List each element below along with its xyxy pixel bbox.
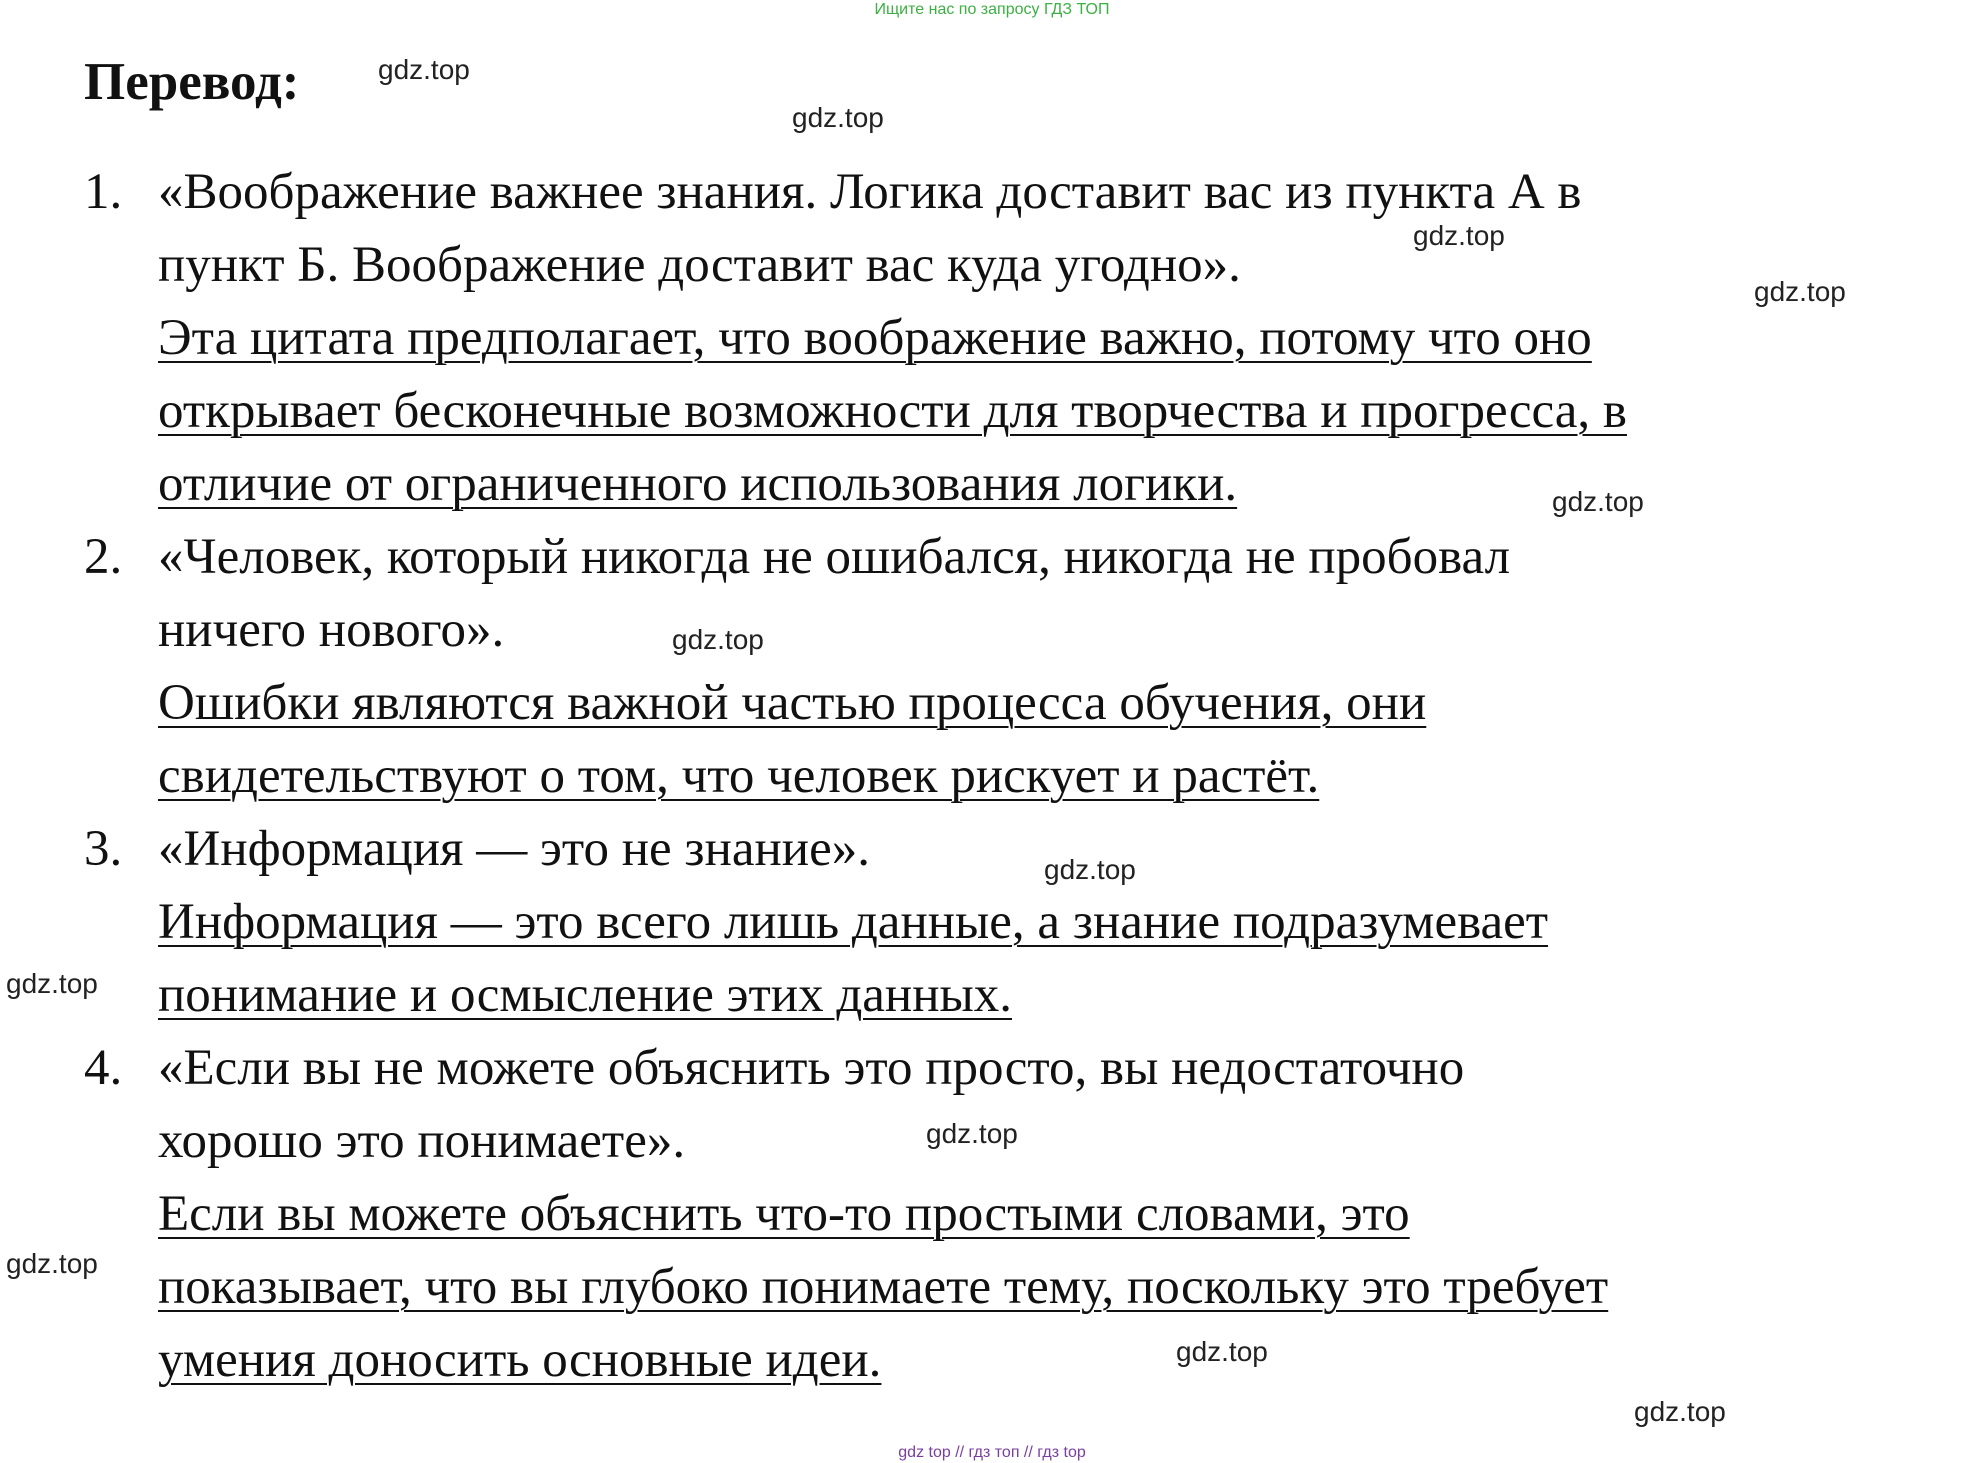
- comment-line: Ошибки являются важной частью процесса обучения, они: [158, 675, 1427, 731]
- watermark: gdz.top: [6, 1248, 98, 1279]
- item-text: [158, 813, 1958, 1032]
- item-number: 2.: [84, 529, 123, 585]
- quote-line: «Если вы не можете объяснить это просто, вы недостаточно: [158, 1040, 1465, 1096]
- item-number: 3.: [84, 821, 123, 877]
- watermark: gdz.top: [792, 102, 884, 133]
- watermark: gdz.top: [1176, 1336, 1268, 1367]
- watermark: gdz.top: [1754, 276, 1846, 307]
- page-title: Перевод:: [84, 53, 300, 111]
- comment-line: показывает, что вы глубоко понимаете тему, поскольку это требует: [158, 1259, 1609, 1315]
- comment-line: умения доносить основные идеи.: [158, 1332, 882, 1388]
- watermark: gdz.top: [672, 624, 764, 655]
- comment-line: открывает бесконечные возможности для творчества и прогресса, в: [158, 383, 1627, 439]
- quote-line: «Информация — это не знание».: [158, 821, 870, 877]
- watermark: gdz.top: [1413, 220, 1505, 251]
- quote-line: «Воображение важнее знания. Логика доставит вас из пункта А в: [158, 164, 1582, 220]
- watermark: gdz.top: [1552, 486, 1644, 517]
- comment-line: Информация — это всего лишь данные, а знание подразумевает: [158, 894, 1549, 950]
- item-text: [158, 156, 1958, 521]
- quote-line: пункт Б. Воображение доставит вас куда угодно».: [158, 237, 1241, 293]
- item-text: [158, 521, 1958, 813]
- watermark: gdz.top: [6, 968, 98, 999]
- bottom-banner: gdz top // гдз топ // гдз top: [898, 1444, 1086, 1461]
- item-text: [158, 1032, 1958, 1397]
- watermark: gdz.top: [1044, 854, 1136, 885]
- comment-line: Эта цитата предполагает, что воображение важно, потому что оно: [158, 310, 1592, 366]
- comment-line: свидетельствуют о том, что человек рискует и растёт.: [158, 748, 1320, 804]
- watermark: gdz.top: [378, 54, 470, 85]
- item-number: 4.: [84, 1040, 123, 1096]
- watermark: gdz.top: [1634, 1396, 1726, 1427]
- comment-line: Если вы можете объяснить что-то простыми словами, это: [158, 1186, 1410, 1242]
- quote-line: «Человек, который никогда не ошибался, никогда не пробовал: [158, 529, 1511, 585]
- comment-line: понимание и осмысление этих данных.: [158, 967, 1013, 1023]
- comment-line: отличие от ограниченного использования логики.: [158, 456, 1238, 512]
- quote-line: хорошо это понимаете».: [158, 1113, 686, 1169]
- watermark: gdz.top: [926, 1118, 1018, 1149]
- quote-line: ничего нового».: [158, 602, 505, 658]
- top-banner: Ищите нас по запросу ГДЗ ТОП: [874, 1, 1110, 18]
- item-number: 1.: [84, 164, 123, 220]
